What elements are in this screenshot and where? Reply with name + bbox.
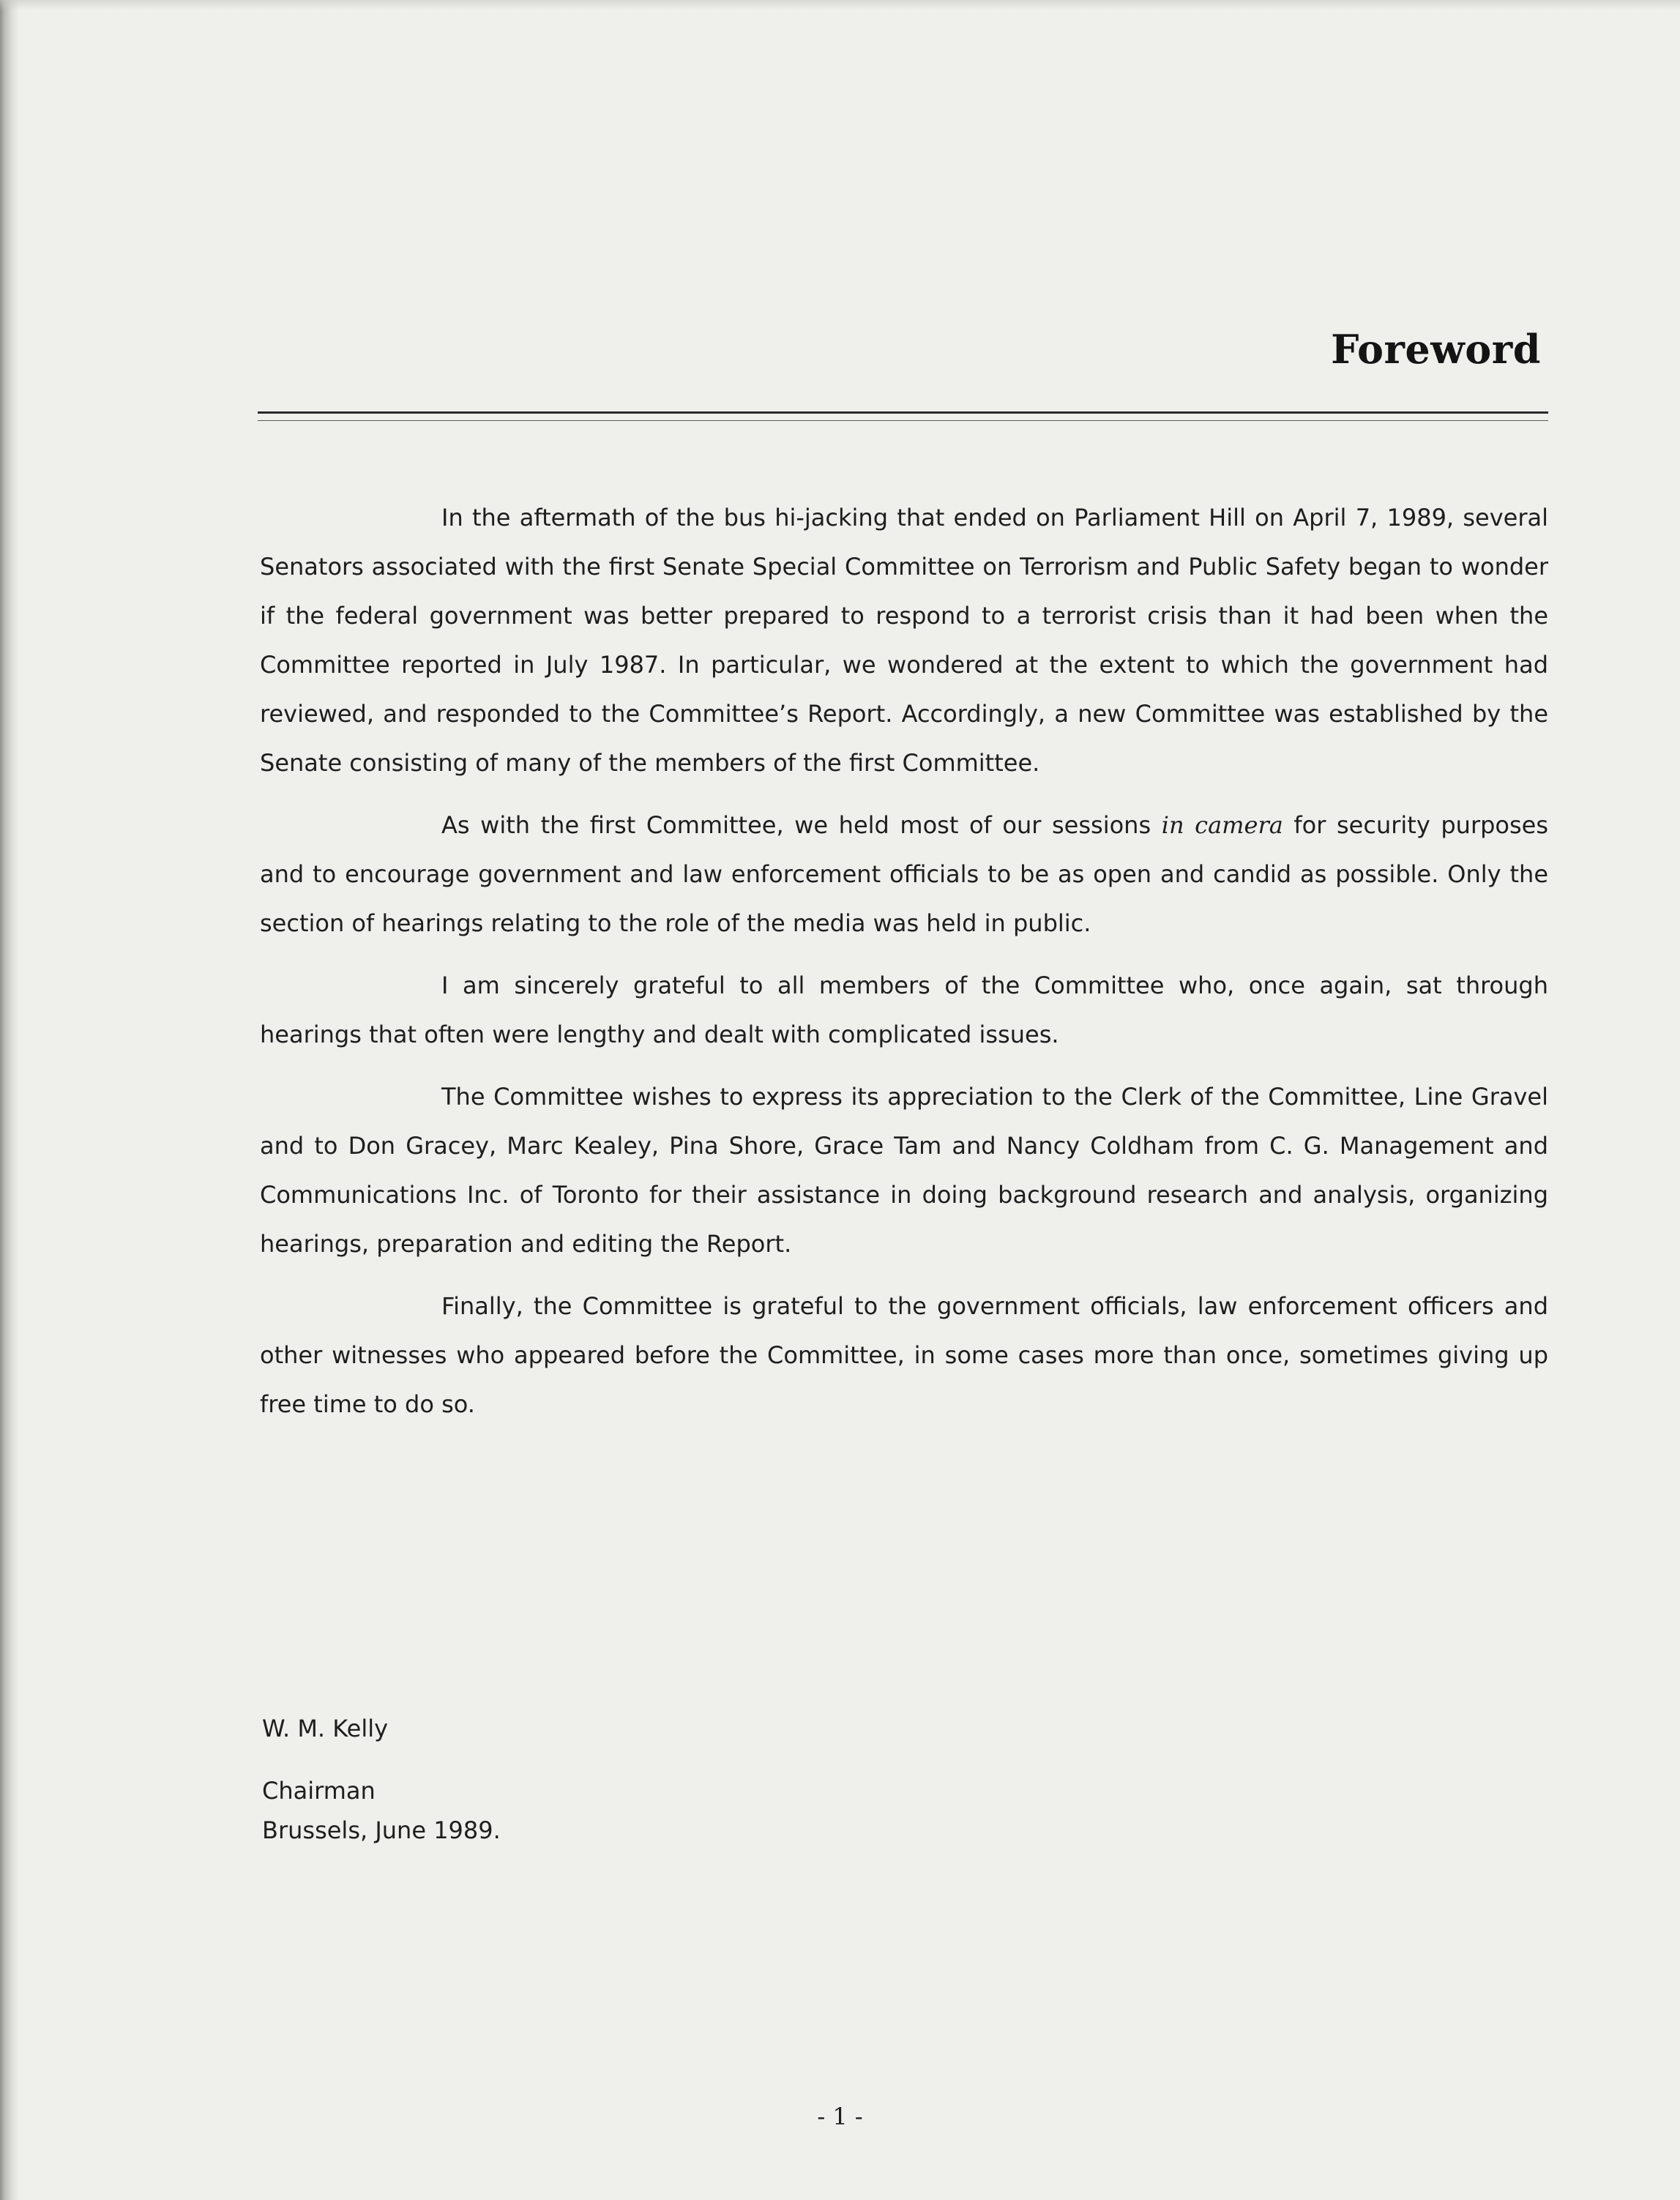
paragraph-5-text: Finally, the Committee is grateful to the government officials, law enforcement officers and other witnesses who appeared before the Committee, in some cases more than once, sometimes giving up free time to do so. [260,1292,1548,1418]
page-number: - 1 - [817,2103,863,2130]
foreword-body [260,493,1548,1429]
paragraph-2-text-start: As with the first Committee, we held most of our sessions [441,811,1162,839]
paragraph-1 [260,493,1548,788]
paragraph-2 [260,801,1548,948]
signature-role: Chairman [262,1777,376,1805]
signature-name: W. M. Kelly [262,1715,389,1742]
signature-place-date: Brussels, June 1989. [262,1816,501,1844]
paragraph-3-text: I am sincerely grateful to all members of the Committee who, once again, sat through hearings that often were lengthy and dealt with complicated issues. [260,972,1548,1048]
page-edge-shadow [0,0,19,2200]
title-rule-thick [258,411,1548,414]
paragraph-1-text: In the aftermath of the bus hi-jacking that ended on Parliament Hill on April 7, 1989, several Senators associated with the first Senate Special Committee on Terrorism and Public Safety began to wonder if the federal government was better prepared to respond to a terrorist crisis than it had been when the Committee reported in July 1987. In particular, we wondered at the extent to which the government had reviewed, and responded to the Committee’s Report. Accordingly, a new Committee was established by the Senate consisting of many of the members of the first Committee. [260,504,1548,777]
page-top-shadow [0,0,1680,10]
paragraph-2-text-end: for security purposes and to encourage government and law enforcement officials to be as open and candid as possible. Only the section of hearings relating to the role of the media was held in public. [260,811,1549,937]
page-title: Foreword [1331,326,1541,373]
title-rule-thin [258,420,1548,421]
paragraph-3 [260,961,1548,1059]
paragraph-2-italic: in camera [1161,811,1283,839]
paragraph-4-text: The Committee wishes to express its appreciation to the Clerk of the Committee, Line Gravel and to Don Gracey, Marc Kealey, Pina Shore, Grace Tam and Nancy Coldham from C. G. Management and Communications Inc. of Toronto for their assistance in doing background research and analysis, organizing hearings, preparation and editing the Report. [260,1083,1548,1258]
paragraph-5 [260,1282,1548,1429]
paragraph-4 [260,1073,1548,1269]
